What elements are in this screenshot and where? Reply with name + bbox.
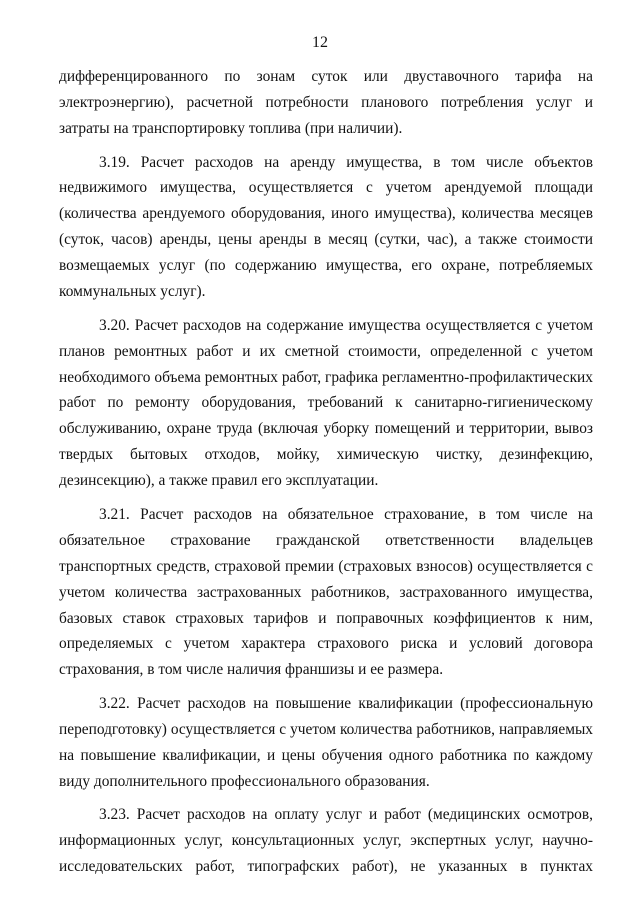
page-body	[59, 64, 593, 880]
paragraph-3-23: 3.23. Расчет расходов на оплату услуг и работ (медицинских осмотров, информационных услуг, консультационных услуг, экспертных услуг, научно-исследовательских работ, типографских работ), не указанных в пунктах	[59, 806, 593, 876]
page-number: 12	[312, 34, 328, 51]
paragraph-3-21: 3.21. Расчет расходов на обязательное страхование, в том числе на обязательное страхование гражданской ответственности владельцев транспортных средств, страховой премии (страховых взносов) осуществляется с учетом количества застрахованных работников, застрахованного имущества, базовых ставок страховых тарифов и поправочных коэффициентов к ним, определяемых с учетом характера страхового риска и условий договора страхования, в том числе наличия франшизы и ее размера.	[59, 505, 593, 679]
paragraph-3-19: 3.19. Расчет расходов на аренду имущества, в том числе объектов недвижимого имущества, осуществляется с учетом арендуемой площади (количества арендуемого оборудования, иного имущества), количества месяцев (суток, часов) аренды, цены аренды в месяц (сутки, час), а также стоимости возмещаемых услуг (по содержанию имущества, его охране, потребляемых коммунальных услуг).	[59, 153, 593, 301]
paragraph-3-20: 3.20. Расчет расходов на содержание имущества осуществляется с учетом планов ремонтных работ и их сметной стоимости, определенной с учетом необходимого объема ремонтных работ, графика регламентно-профилактических работ по ремонту оборудования, требований к санитарно-гигиеническому обслуживанию, охране труда (включая уборку помещений и территории, вывоз твердых бытовых отходов, мойку, химическую чистку, дезинфекцию, дезинсекцию), а также правил его эксплуатации.	[59, 316, 593, 490]
paragraph-continuation: дифференцированного по зонам суток или двуставочного тарифа на электроэнергию), расчетной потребности планового потребления услуг и затраты на транспортировку топлива (при наличии).	[59, 68, 593, 137]
paragraph-3-22: 3.22. Расчет расходов на повышение квалификации (профессиональную переподготовку) осуществляется с учетом количества работников, направляемых на повышение квалификации, и цены обучения одного работника по каждому виду дополнительного профессионального образования.	[59, 695, 593, 790]
